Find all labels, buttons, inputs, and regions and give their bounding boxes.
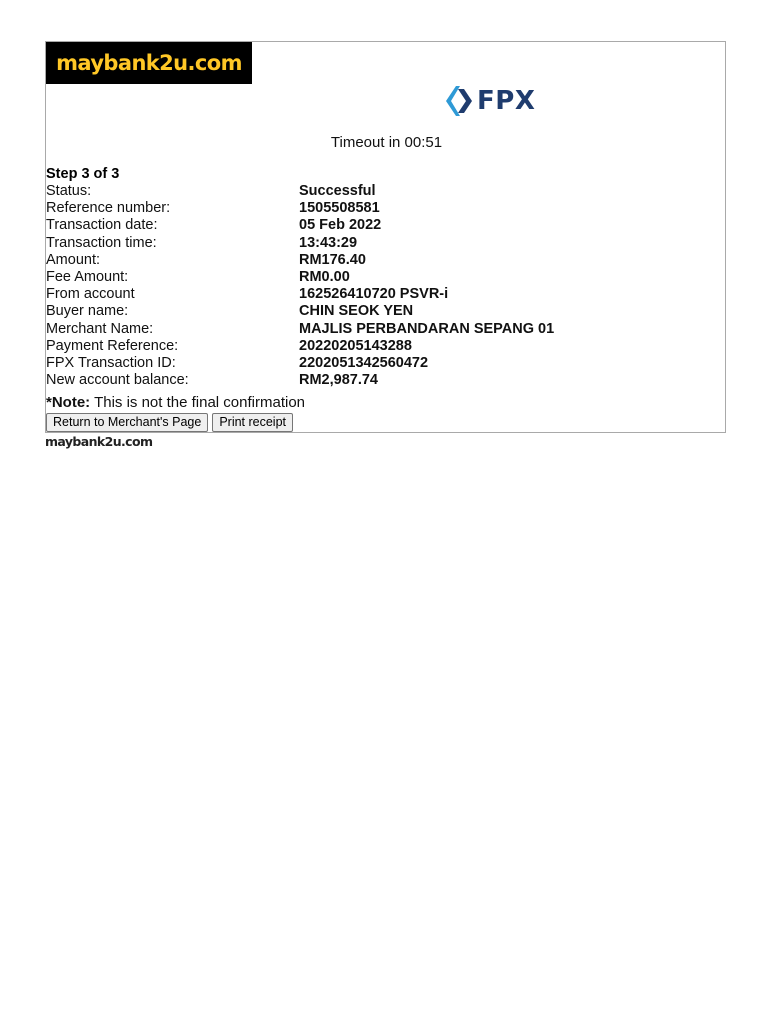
footer-maybank2u-logo: maybank2u.com (45, 434, 153, 449)
detail-value: RM176.40 (299, 251, 366, 268)
note-text: This is not the final confirmation (94, 394, 306, 411)
detail-row-payment-reference (46, 338, 726, 355)
detail-label: Status: (46, 183, 92, 199)
detail-row-amount (46, 252, 726, 269)
detail-label: Payment Reference: (46, 337, 179, 354)
detail-value: 2202051342560472 (299, 354, 429, 371)
detail-row-from-account (46, 286, 726, 303)
timeout-countdown: Timeout in 00:51 (330, 134, 443, 151)
detail-label: Transaction time: (46, 234, 157, 251)
detail-value: 13:43:29 (299, 234, 358, 251)
fpx-logo (446, 86, 535, 116)
step-indicator: Step 3 of 3 (46, 166, 120, 182)
detail-label: New account balance: (46, 372, 189, 389)
detail-value: 05 Feb 2022 (299, 217, 382, 234)
detail-value: CHIN SEOK YEN (299, 303, 414, 320)
note-prefix: *Note: (46, 394, 91, 411)
detail-label: Amount: (46, 251, 100, 268)
detail-value: Successful (299, 183, 376, 199)
detail-label: From account (46, 286, 135, 303)
action-buttons (46, 413, 293, 432)
detail-row-fee-amount (46, 269, 726, 286)
transaction-details (46, 183, 726, 389)
detail-row-transaction-date (46, 217, 726, 234)
fpx-logo-text: FPX (477, 86, 536, 116)
detail-label: Merchant Name: (46, 320, 154, 337)
detail-label: Fee Amount: (46, 268, 129, 285)
detail-value: 20220205143288 (299, 337, 412, 354)
detail-value: 1505508581 (299, 200, 380, 217)
detail-label: Reference number: (46, 200, 171, 217)
detail-value: RM0.00 (299, 268, 350, 285)
detail-label: Transaction date: (46, 217, 158, 234)
return-to-merchant-button[interactable]: Return to Merchant's Page (46, 413, 208, 432)
detail-row-fpx-transaction-id (46, 355, 726, 372)
detail-row-new-account-balance (46, 372, 726, 389)
detail-label: FPX Transaction ID: (46, 354, 176, 371)
detail-row-merchant-name (46, 321, 726, 338)
print-receipt-button[interactable]: Print receipt (212, 413, 293, 432)
fpx-chevron-icon (446, 86, 474, 116)
detail-row-reference-number (46, 200, 726, 217)
maybank2u-logo-text: maybank2u.com (56, 51, 242, 75)
confirmation-note (46, 394, 305, 411)
detail-value: 162526410720 PSVR-i (299, 286, 449, 303)
maybank2u-logo (46, 42, 252, 84)
detail-row-transaction-time (46, 235, 726, 252)
detail-row-buyer-name (46, 303, 726, 320)
detail-label: Buyer name: (46, 303, 129, 320)
detail-row-status (46, 183, 726, 200)
detail-value: RM2,987.74 (299, 372, 378, 389)
receipt-frame (45, 41, 726, 433)
detail-value: MAJLIS PERBANDARAN SEPANG 01 (299, 320, 555, 337)
